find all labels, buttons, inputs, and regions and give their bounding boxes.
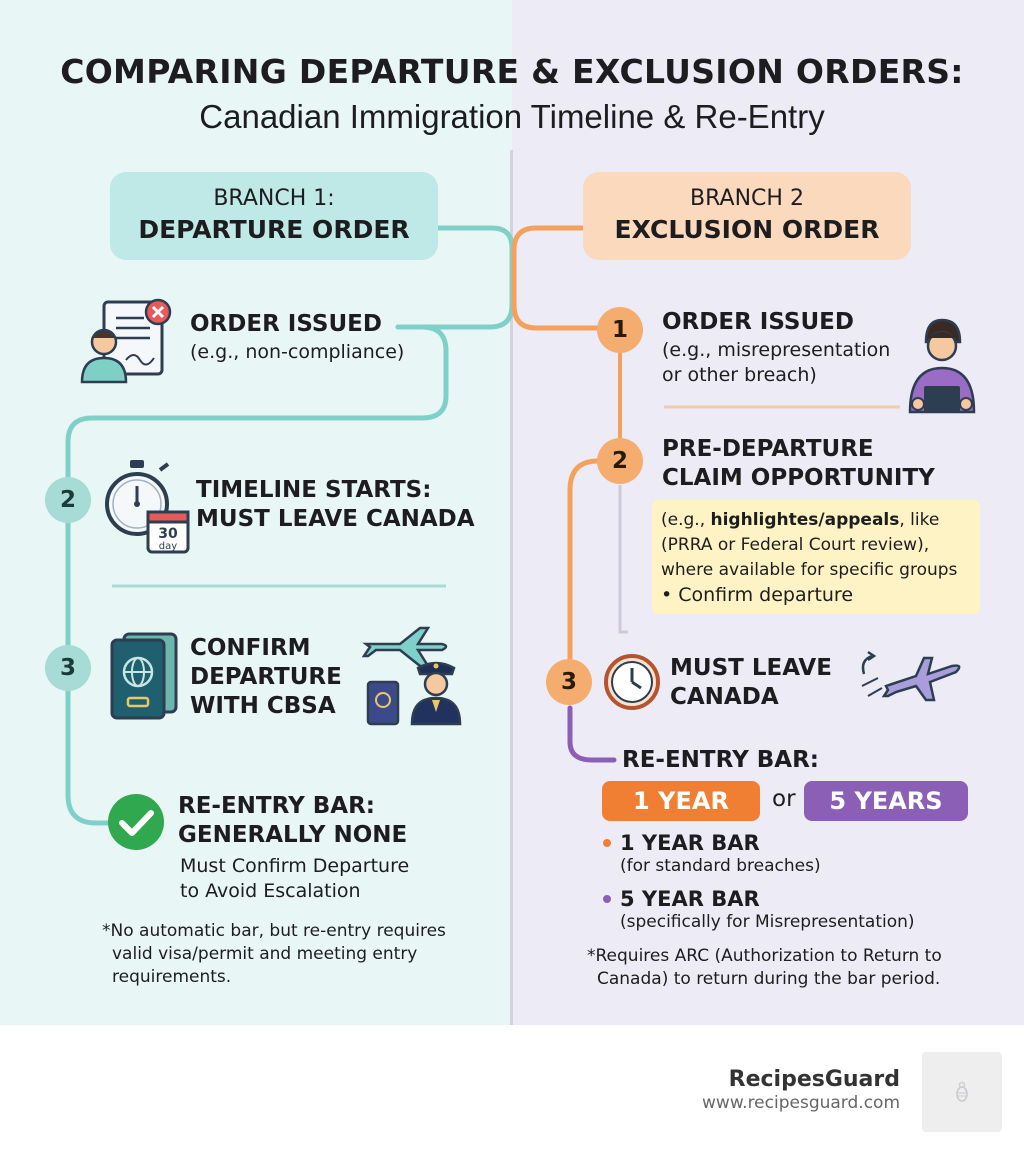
brand-url[interactable]: www.recipesguard.com (702, 1093, 900, 1113)
b2-step1-detail1: (e.g., misrepresentation (662, 339, 891, 361)
departing-plane-icon (852, 646, 968, 712)
callout-line3: where available for specific groups (661, 560, 958, 580)
b1-note-line2: valid visa/permit and meeting entry (112, 944, 418, 964)
b1-step3-line1: CONFIRM (190, 635, 311, 661)
b1-note-line3: requirements. (112, 967, 232, 987)
b2-reentry-title: RE-ENTRY BAR: (622, 747, 819, 773)
bullet-orange-icon (603, 839, 611, 847)
callout-line2: (PRRA or Federal Court review), (661, 535, 930, 555)
tag-1-year: 1 YEAR (602, 781, 760, 821)
b2-bar1-detail: (for standard breaches) (620, 856, 821, 876)
b1-step3-line2: DEPARTURE (190, 664, 342, 690)
b2-note-line1: *Requires ARC (Authorization to Return to (587, 946, 942, 966)
b2-step2-title (662, 435, 935, 493)
b2-bar1-title: 1 YEAR BAR (620, 831, 760, 855)
b2-step2-line1: PRE-DEPARTURE (662, 436, 874, 462)
b1-step2-badge: 2 (45, 477, 91, 523)
brand-name: RecipesGuard (728, 1067, 900, 1092)
branch2-header (583, 172, 911, 260)
callout-bold: highlightes/appeals (710, 510, 900, 530)
b2-bar2-title: 5 YEAR BAR (620, 887, 760, 911)
b2-step3-line1: MUST LEAVE (670, 655, 832, 681)
tag-5-years: 5 YEARS (804, 781, 968, 821)
branch2-name: EXCLUSION ORDER (614, 215, 880, 244)
b1-step2-line1: TIMELINE STARTS: (196, 477, 432, 503)
b2-bar2-detail: (specifically for Misrepresentation) (620, 912, 915, 932)
clock-icon (602, 652, 662, 712)
branch1-name: DEPARTURE ORDER (138, 215, 410, 244)
b2-step2-callout (652, 500, 980, 614)
b2-step3-line2: CANADA (670, 684, 779, 710)
b2-step2-line2: CLAIM OPPORTUNITY (662, 465, 935, 491)
b2-note-line2: Canada) to return during the bar period. (597, 969, 941, 989)
b2-step1-badge: 1 (597, 307, 643, 353)
b1-step4-detail (180, 854, 409, 904)
b1-step3-title (190, 634, 342, 721)
checkmark-icon (106, 792, 166, 852)
b1-note (102, 920, 446, 989)
branch1-header (110, 172, 438, 260)
b1-step2-line2: MUST LEAVE CANADA (196, 506, 475, 532)
callout-text (661, 508, 957, 608)
branch2-label: BRANCH 2 (690, 186, 804, 211)
plane-officer-icon (362, 622, 470, 728)
tag-or: or (772, 786, 796, 812)
b1-step3-badge: 3 (45, 645, 91, 691)
person-laptop-icon (904, 316, 980, 416)
branch1-label: BRANCH 1: (213, 186, 335, 211)
passport-icon (108, 630, 180, 722)
b1-note-line1: *No automatic bar, but re-entry requires (102, 921, 446, 941)
stopwatch-calendar-icon (104, 458, 194, 558)
b1-step4-line1: RE-ENTRY BAR: (178, 793, 375, 819)
calendar-unit: day (158, 541, 178, 552)
b1-step4-detail1: Must Confirm Departure (180, 855, 410, 877)
b1-step3-line3: WITH CBSA (190, 693, 336, 719)
b1-step1-title: ORDER ISSUED (190, 311, 382, 337)
b1-step4-title (178, 792, 407, 850)
document-person-icon (78, 298, 178, 388)
callout-prefix: (e.g., (661, 510, 711, 530)
page-subtitle: Canadian Immigration Timeline & Re-Entry (199, 98, 825, 135)
b2-step1-title: ORDER ISSUED (662, 309, 854, 335)
callout-suffix: , like (899, 510, 940, 530)
b2-step2-badge: 2 (597, 438, 643, 484)
b2-note (587, 945, 942, 991)
b1-step4-detail2: to Avoid Escalation (180, 880, 361, 902)
b2-step3-title (670, 654, 832, 712)
bee-icon (922, 1052, 1002, 1132)
brand-logo (922, 1052, 1002, 1132)
b1-step4-line2: GENERALLY NONE (178, 822, 408, 848)
callout-line1 (661, 508, 957, 533)
b2-step3-badge: 3 (546, 659, 592, 705)
b2-step1-detail (662, 338, 890, 388)
page-title: COMPARING DEPARTURE & EXCLUSION ORDERS: (60, 52, 964, 91)
calendar-number: 30 (158, 526, 178, 542)
b1-step1-detail: (e.g., non-compliance) (190, 341, 405, 363)
callout-line4: • Confirm departure (661, 584, 854, 606)
b1-step2-title (196, 476, 475, 534)
bullet-purple-icon (603, 895, 611, 903)
b2-step1-detail2: or other breach) (662, 364, 817, 386)
